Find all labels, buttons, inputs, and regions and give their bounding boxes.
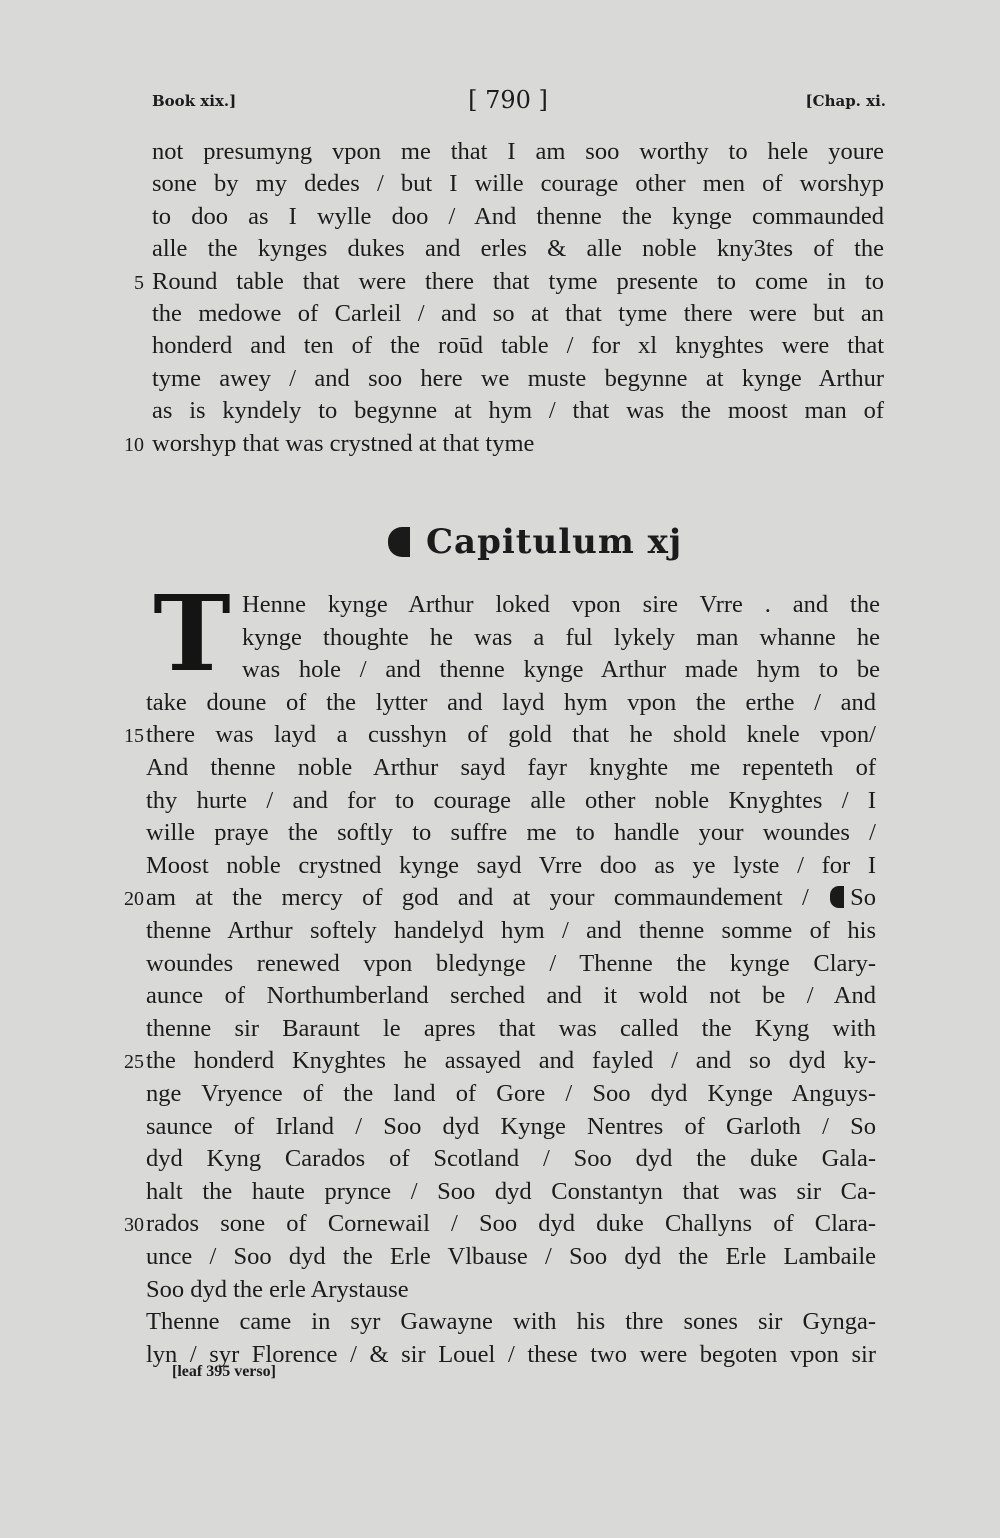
page-number: [ 790 ] (468, 86, 548, 114)
text-line: Thenne came in syr Gawayne with his thre sones sir Gynga- (146, 1308, 876, 1336)
line-number: 15 (124, 725, 144, 748)
text-line: alle the kynges dukes and erles & alle noble kny3tes of the (152, 235, 884, 263)
text-line: as is kyndely to begynne at hym / that was the moost man of (152, 397, 884, 425)
text-line: wille praye the softly to suffre me to handle your woundes / (146, 819, 876, 847)
line-number: 5 (134, 271, 144, 294)
line-number: 20 (124, 888, 144, 911)
text-line: dyd Kyng Carados of Scotland / Soo dyd the duke Gala- (146, 1145, 876, 1173)
text-line: thenne sir Baraunt le apres that was called the Kyng with (146, 1014, 876, 1042)
line-number: 25 (124, 1051, 144, 1074)
text-line: Moost noble crystned kynge sayd Vrre doo as ye lyste / for I (146, 851, 876, 879)
running-head-book: Book xix.] (152, 92, 237, 110)
text-line: Soo dyd the erle Arystause (146, 1275, 409, 1303)
text-line: lyn / syr Florence / & sir Louel / these two were begoten vpon sir (146, 1340, 876, 1368)
text-line: take doune of the lytter and layd hym vpon the erthe / and (146, 688, 876, 716)
running-head-chapter: [Chap. xi. (805, 92, 886, 110)
text-line: honderd and ten of the roūd table / for xl knyghtes were that (152, 332, 884, 360)
pilcrow-icon (830, 886, 844, 908)
text-line: was hole / and thenne kynge Arthur made hym to be (242, 656, 880, 684)
text-line: thy hurte / and for to courage alle other noble Knyghtes / I (146, 786, 876, 814)
line-number: 10 (124, 433, 144, 456)
text-line: sone by my dedes / but I wille courage other men of worshyp (152, 170, 884, 198)
text-line: worshyp that was crystned at that tyme (152, 429, 535, 457)
text-line: Round table that were there that tyme presente to come in to (152, 267, 884, 295)
drop-cap: T (153, 572, 231, 695)
text-line: tyme awey / and soo here we muste begynne at kynge Arthur (152, 364, 884, 392)
text-line: nge Vryence of the land of Gore / Soo dyd Kynge Anguys- (146, 1080, 876, 1107)
text-line: to doo as I wylle doo / And thenne the kynge commaunded (152, 202, 884, 230)
text-line: unce / Soo dyd the Erle Vlbause / Soo dyd the Erle Lambaile (146, 1243, 876, 1270)
text-line: rados sone of Cornewail / Soo dyd duke Challyns of Clara- (146, 1210, 876, 1238)
text-line: the medowe of Carleil / and so at that tyme there were but an (152, 300, 884, 327)
leaf-note: [leaf 395 verso] (172, 1363, 276, 1380)
chapter-heading-text: Capitulum xj (426, 522, 683, 562)
text-line: And thenne noble Arthur sayd fayr knyghte me repenteth of (146, 754, 876, 781)
text-line: there was layd a cusshyn of gold that he shold knele vpon/ (146, 721, 876, 749)
text-line: halt the haute prynce / Soo dyd Constantyn that was sir Ca- (146, 1177, 876, 1205)
text-line: not presumyng vpon me that I am soo worthy to hele youre (152, 138, 884, 165)
text-line: Henne kynge Arthur loked vpon sire Vrre . and the (242, 591, 880, 618)
text-line: kynge thoughte he was a ful lykely man whanne he (242, 623, 880, 651)
text-line: am at the mercy of god and at your commaundement / So (146, 884, 876, 912)
line-number: 30 (124, 1214, 144, 1237)
text-line: saunce of Irland / Soo dyd Kynge Nentres of Garloth / So (146, 1112, 876, 1140)
text-line: aunce of Northumberland serched and it wold not be / And (146, 982, 876, 1010)
text-line: thenne Arthur softely handelyd hym / and thenne somme of his (146, 917, 876, 944)
text-line: the honderd Knyghtes he assayed and fayled / and so dyd ky- (146, 1047, 876, 1075)
inline-so-text: So (850, 884, 876, 912)
text-line: woundes renewed vpon bledynge / Thenne the kynge Clary- (146, 949, 876, 977)
